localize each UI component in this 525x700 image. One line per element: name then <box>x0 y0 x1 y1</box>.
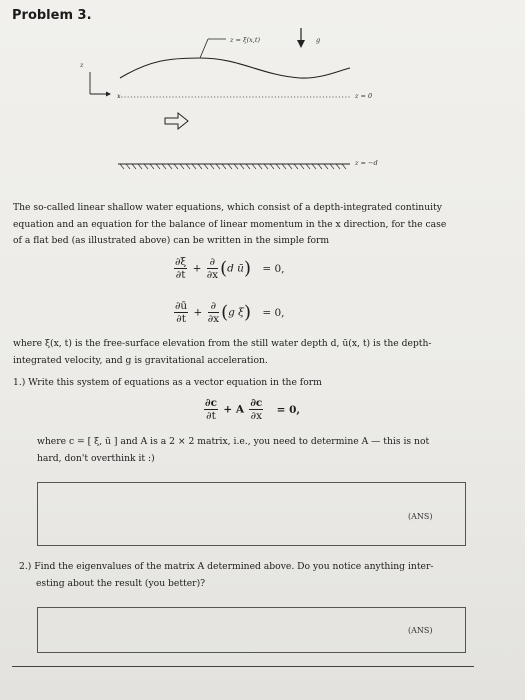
flow-direction-arrow <box>165 113 188 129</box>
answer-label-2: (ANS) <box>408 626 433 635</box>
still-level-label: z = 0 <box>355 92 373 100</box>
where-line-1: where ξ(x, t) is the free-surface elevation from the still water depth d, ū(x, t) is the depth- <box>13 338 432 349</box>
intro-line-2: equation and an equation for the balance of linear momentum in the x direction, for the case <box>13 218 447 230</box>
gravity-label: g <box>316 36 321 44</box>
answer-box-2[interactable] <box>37 607 466 653</box>
bed-hatching <box>120 164 346 169</box>
q2-line-1: 2.) Find the eigenvalues of the matrix A determined above. Do you notice anything inter- <box>19 561 434 572</box>
bed-level-label: z = −d <box>355 159 378 167</box>
question-2-prompt <box>19 559 509 592</box>
problem-title: Problem 3. <box>12 8 92 23</box>
q1-detail-line-2: hard, don't overthink it :) <box>37 452 155 464</box>
intro-line-1: The so-called linear shallow water equations, which consist of a depth-integrated continuity <box>13 202 442 213</box>
question-1-detail <box>37 434 507 467</box>
surface-label: z = ξ(x,t) <box>230 36 260 44</box>
q1-detail-line-1: where c = [ ξ, ū ] and A is a 2 × 2 matrix, i.e., you need to determine A — this is not <box>37 436 430 447</box>
answer-box-1[interactable] <box>37 482 466 546</box>
intro-line-3: of a flat bed (as illustrated above) can be written in the simple form <box>13 235 330 246</box>
question-1-prompt: 1.) Write this system of equations as a vector equation in the form <box>13 377 322 388</box>
x-axis-arrow <box>106 92 111 97</box>
bottom-rule <box>12 666 474 667</box>
continuity-equation: $\frac{\partial\xi}{\partial t}$ + $\frac{\partial}{\partial x}$ (d ū) = 0, <box>175 256 285 281</box>
answer-label-1: (ANS) <box>408 512 433 521</box>
definitions-paragraph <box>13 336 508 369</box>
wave-diagram <box>0 20 525 180</box>
q2-line-2: esting about the result (you better)? <box>36 577 206 589</box>
where-line-2: integrated velocity, and g is gravitational acceleration. <box>13 354 268 366</box>
free-surface-curve <box>120 58 350 78</box>
gravity-arrow-head <box>297 40 305 48</box>
z-axis-label: z <box>80 61 84 69</box>
intro-paragraph <box>13 200 508 250</box>
x-axis-label: x <box>117 92 121 100</box>
surface-label-leader-drop <box>200 39 208 58</box>
momentum-equation: $\frac{\partial ū}{\partial t}$ + $\frac{\partial}{\partial x}$ (g ξ) = 0, <box>175 300 285 325</box>
vector-equation: $\frac{\partial c}{\partial t}$ + A $\frac{\partial c}{\partial x}$ = 0, <box>205 397 301 422</box>
